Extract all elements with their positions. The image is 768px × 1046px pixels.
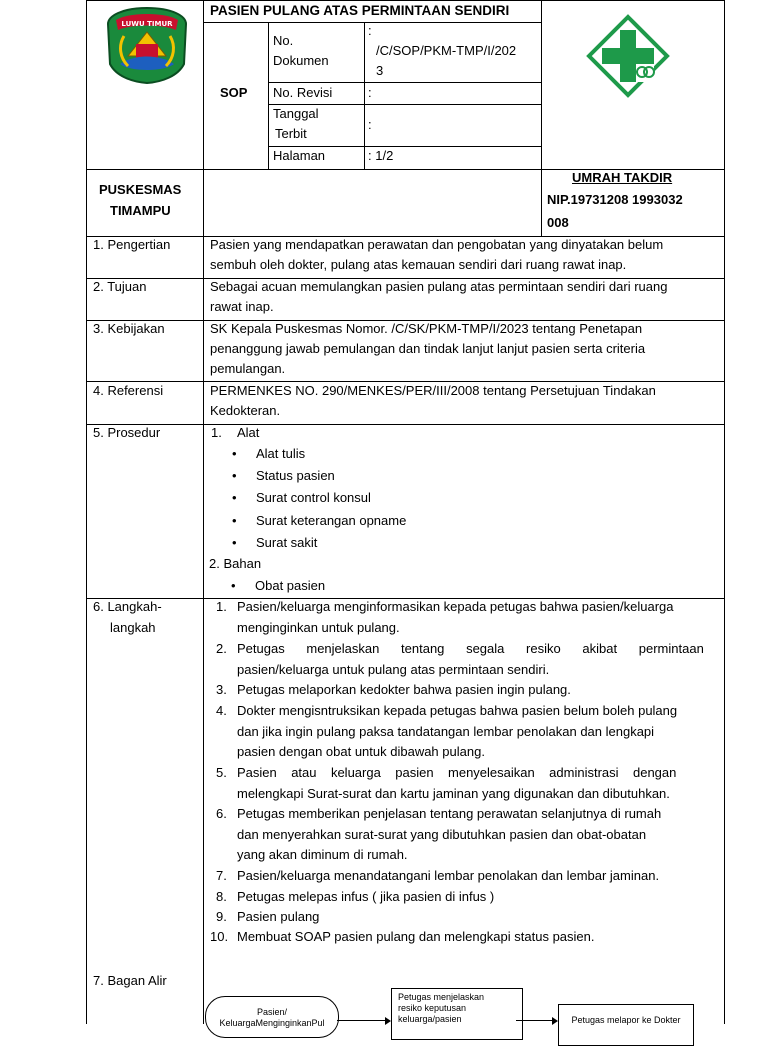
step-text: dan menyerahkan surat-surat yang dibutuhkan pasien dan obat-obatan: [237, 826, 647, 842]
referensi-text-2: Kedokteran.: [210, 403, 281, 418]
signer-nip-2: 008: [547, 215, 569, 230]
alat-heading: Alat: [237, 425, 260, 440]
alat-number: 1.: [211, 425, 222, 440]
bahan-heading: 2. Bahan: [209, 556, 262, 571]
tanggal-label-2: Terbit: [275, 126, 307, 141]
pengertian-text-2: sembuh oleh dokter, pulang atas kemauan sendiri dari ruang rawat inap.: [210, 257, 627, 272]
logo-text: LUWU TIMUR: [121, 20, 173, 28]
alat-item: • Surat control konsul: [256, 491, 371, 506]
step-text: yang akan diminum di rumah.: [237, 847, 408, 863]
step-text: Pasien pulang: [237, 909, 320, 924]
flow-box-petugas-line: resiko keputusan: [398, 1002, 467, 1013]
halaman-label: Halaman: [273, 148, 326, 163]
step-text: Pasien atau keluarga pasien menyelesaikan administrasi dengan: [237, 765, 677, 780]
step-text: menginginkan untuk pulang.: [237, 619, 400, 635]
langkah-label: 6. Langkah-: [93, 599, 162, 614]
bahan-item: • Obat pasien: [255, 579, 325, 594]
flow-arrow: [337, 1020, 387, 1021]
kebijakan-text: SK Kepala Puskesmas Nomor. /C/SK/PKM-TMP/I/2023 tentang Penetapan: [210, 321, 643, 336]
tujuan-text: Sebagai acuan memulangkan pasien pulang atas permintaan sendiri dari ruang: [210, 279, 668, 294]
alat-item: • Surat keterangan opname: [256, 514, 406, 529]
flow-box-pasien: [205, 996, 339, 1038]
org-name-2: TIMAMPU: [110, 203, 171, 218]
step-number: 9.: [216, 909, 227, 924]
document-title: PASIEN PULANG ATAS PERMINTAAN SENDIRI: [210, 3, 510, 18]
step-number: 10.: [210, 929, 229, 944]
revisi-value: :: [368, 85, 372, 100]
step-number: 3.: [216, 682, 227, 697]
org-name: PUSKESMAS: [99, 182, 182, 197]
alat-item: • Status pasien: [256, 469, 335, 484]
pengertian-label: 1. Pengertian: [93, 237, 171, 252]
tanggal-label: Tanggal: [273, 106, 319, 121]
flow-box-petugas-menjelaskan: [391, 988, 523, 1040]
step-text: Dokter mengisntruksikan kepada petugas bahwa pasien belum boleh pulang: [237, 703, 678, 718]
bagan-label: 7. Bagan Alir: [93, 973, 167, 988]
step-number: 1.: [216, 599, 227, 614]
prosedur-label: 5. Prosedur: [93, 425, 161, 440]
step-text: Petugas memberikan penjelasan tentang perawatan selanjutnya di rumah: [237, 806, 662, 821]
step-text: pasien dengan obat untuk dibawah pulang.: [237, 744, 485, 760]
puskesmas-cross-logo: [586, 14, 670, 98]
flow-box-petugas-melapor: [558, 1004, 694, 1046]
flow-arrow: [516, 1020, 554, 1021]
tujuan-label: 2. Tujuan: [93, 279, 147, 294]
kebijakan-label: 3. Kebijakan: [93, 321, 165, 336]
sop-label: SOP: [220, 85, 248, 100]
step-number: 5.: [216, 765, 227, 780]
no-dokumen-value-2: 3: [376, 63, 384, 78]
step-text: pasien/keluarga untuk pulang atas permintaan sendiri.: [237, 661, 550, 677]
step-number: 7.: [216, 868, 227, 883]
step-number: 2.: [216, 641, 227, 656]
referensi-text: PERMENKES NO. 290/MENKES/PER/III/2008 tentang Persetujuan Tindakan: [210, 383, 656, 398]
kebijakan-text-2: penanggung jawab pemulangan dan tindak lanjut lanjut pasien serta criteria: [210, 341, 646, 356]
step-text: dan jika ingin pulang paksa tandatangan lembar penolakan dan lengkapi: [237, 723, 655, 739]
step-number: 4.: [216, 703, 227, 718]
signer-nip: NIP.19731208 1993032: [547, 192, 683, 207]
tujuan-text-2: rawat inap.: [210, 299, 274, 314]
no-dokumen-value: /C/SOP/PKM-TMP/I/202: [376, 43, 517, 58]
signer-name: UMRAH TAKDIR: [572, 170, 673, 185]
no-dokumen-label: No.: [273, 33, 294, 48]
luwu-timur-logo: [106, 6, 188, 84]
step-number: 6.: [216, 806, 227, 821]
no-dokumen-colon: :: [368, 23, 372, 38]
flow-box-petugas-line: keluarga/pasien: [398, 1013, 462, 1024]
alat-item: • Alat tulis: [256, 447, 305, 462]
tanggal-value: :: [368, 117, 372, 132]
no-dokumen-label-2: Dokumen: [273, 53, 329, 68]
revisi-label: No. Revisi: [273, 85, 333, 100]
step-text: melengkapi Surat-surat dan kartu jaminan yang digunakan dan dibutuhkan.: [237, 785, 670, 801]
pengertian-text: Pasien yang mendapatkan perawatan dan pengobatan yang dinyatakan belum: [210, 237, 664, 252]
flow-box-petugas-line: Petugas menjelaskan: [398, 992, 485, 1002]
step-text: Petugas melaporkan kedokter bahwa pasien ingin pulang.: [237, 682, 571, 697]
halaman-value: : 1/2: [368, 148, 394, 163]
step-text: Petugas menjelaskan tentang segala resiko akibat permintaan: [237, 641, 704, 656]
alat-item: • Surat sakit: [256, 536, 317, 551]
flow-box-melapor-line: Petugas melapor ke Dokter: [571, 1015, 681, 1025]
flow-box-pasien-line: KeluargaMenginginkanPul: [219, 1017, 325, 1028]
step-number: 8.: [216, 889, 227, 904]
step-text: Membuat SOAP pasien pulang dan melengkapi status pasien.: [237, 929, 595, 944]
langkah-label-2: langkah: [110, 620, 156, 635]
referensi-label: 4. Referensi: [93, 383, 164, 398]
flow-box-pasien-line: Pasien/: [256, 1007, 288, 1017]
step-text: Pasien/keluarga menandatangani lembar penolakan dan lembar jaminan.: [237, 868, 660, 883]
step-text: Petugas melepas infus ( jika pasien di infus ): [237, 889, 495, 904]
step-text: Pasien/keluarga menginformasikan kepada petugas bahwa pasien/keluarga: [237, 599, 674, 614]
kebijakan-text-3: pemulangan.: [210, 361, 286, 376]
